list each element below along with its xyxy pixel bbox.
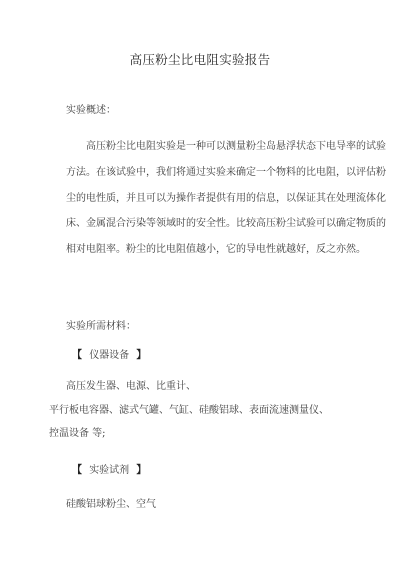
materials-heading: 实验所需材料： (66, 321, 136, 332)
overview-heading: 实验概述： (66, 105, 116, 116)
page-title: 高压粉尘比电阻实验报告 (129, 52, 271, 67)
bracket-open: 【 (72, 465, 82, 476)
bracket-open: 【 (72, 350, 82, 361)
bracket-close: 】 (136, 465, 147, 476)
overview-line-3: 尘的电性质，并且可以为操作者提供有用的信息，以保证其在处理流体化 (66, 193, 386, 204)
overview-line-4: 床、金属混合污染等领域时的安全性。比较高压粉尘试验可以确定物质的 (66, 218, 386, 229)
reagents-label: 实验试剂 (89, 465, 130, 476)
overview-line-1: 高压粉尘比电阻实验是一种可以测量粉尘岛悬浮状态下电导率的试验 (86, 141, 386, 152)
bracket-close: 】 (136, 350, 147, 361)
instruments-line-3: 控温设备 等; (49, 428, 106, 439)
reagents-line-1: 硅酸铝球粉尘、空气 (66, 499, 156, 510)
instruments-line-2: 平行板电容器、滤式气罐、气缸、硅酸铝球、表面流速测量仪、 (49, 405, 329, 416)
overview-line-5: 相对电阻率。粉尘的比电阻值越小，它的导电性就越好，反之亦然。 (66, 244, 366, 255)
overview-line-2: 方法。在该试验中，我们将通过实验来确定一个物料的比电阻，以评估粉 (66, 167, 386, 178)
instruments-heading (72, 349, 146, 363)
reagents-heading (72, 464, 146, 478)
instruments-label: 仪器设备 (89, 350, 130, 361)
instruments-line-1: 高压发生器、电源、比重计、 (66, 381, 196, 392)
